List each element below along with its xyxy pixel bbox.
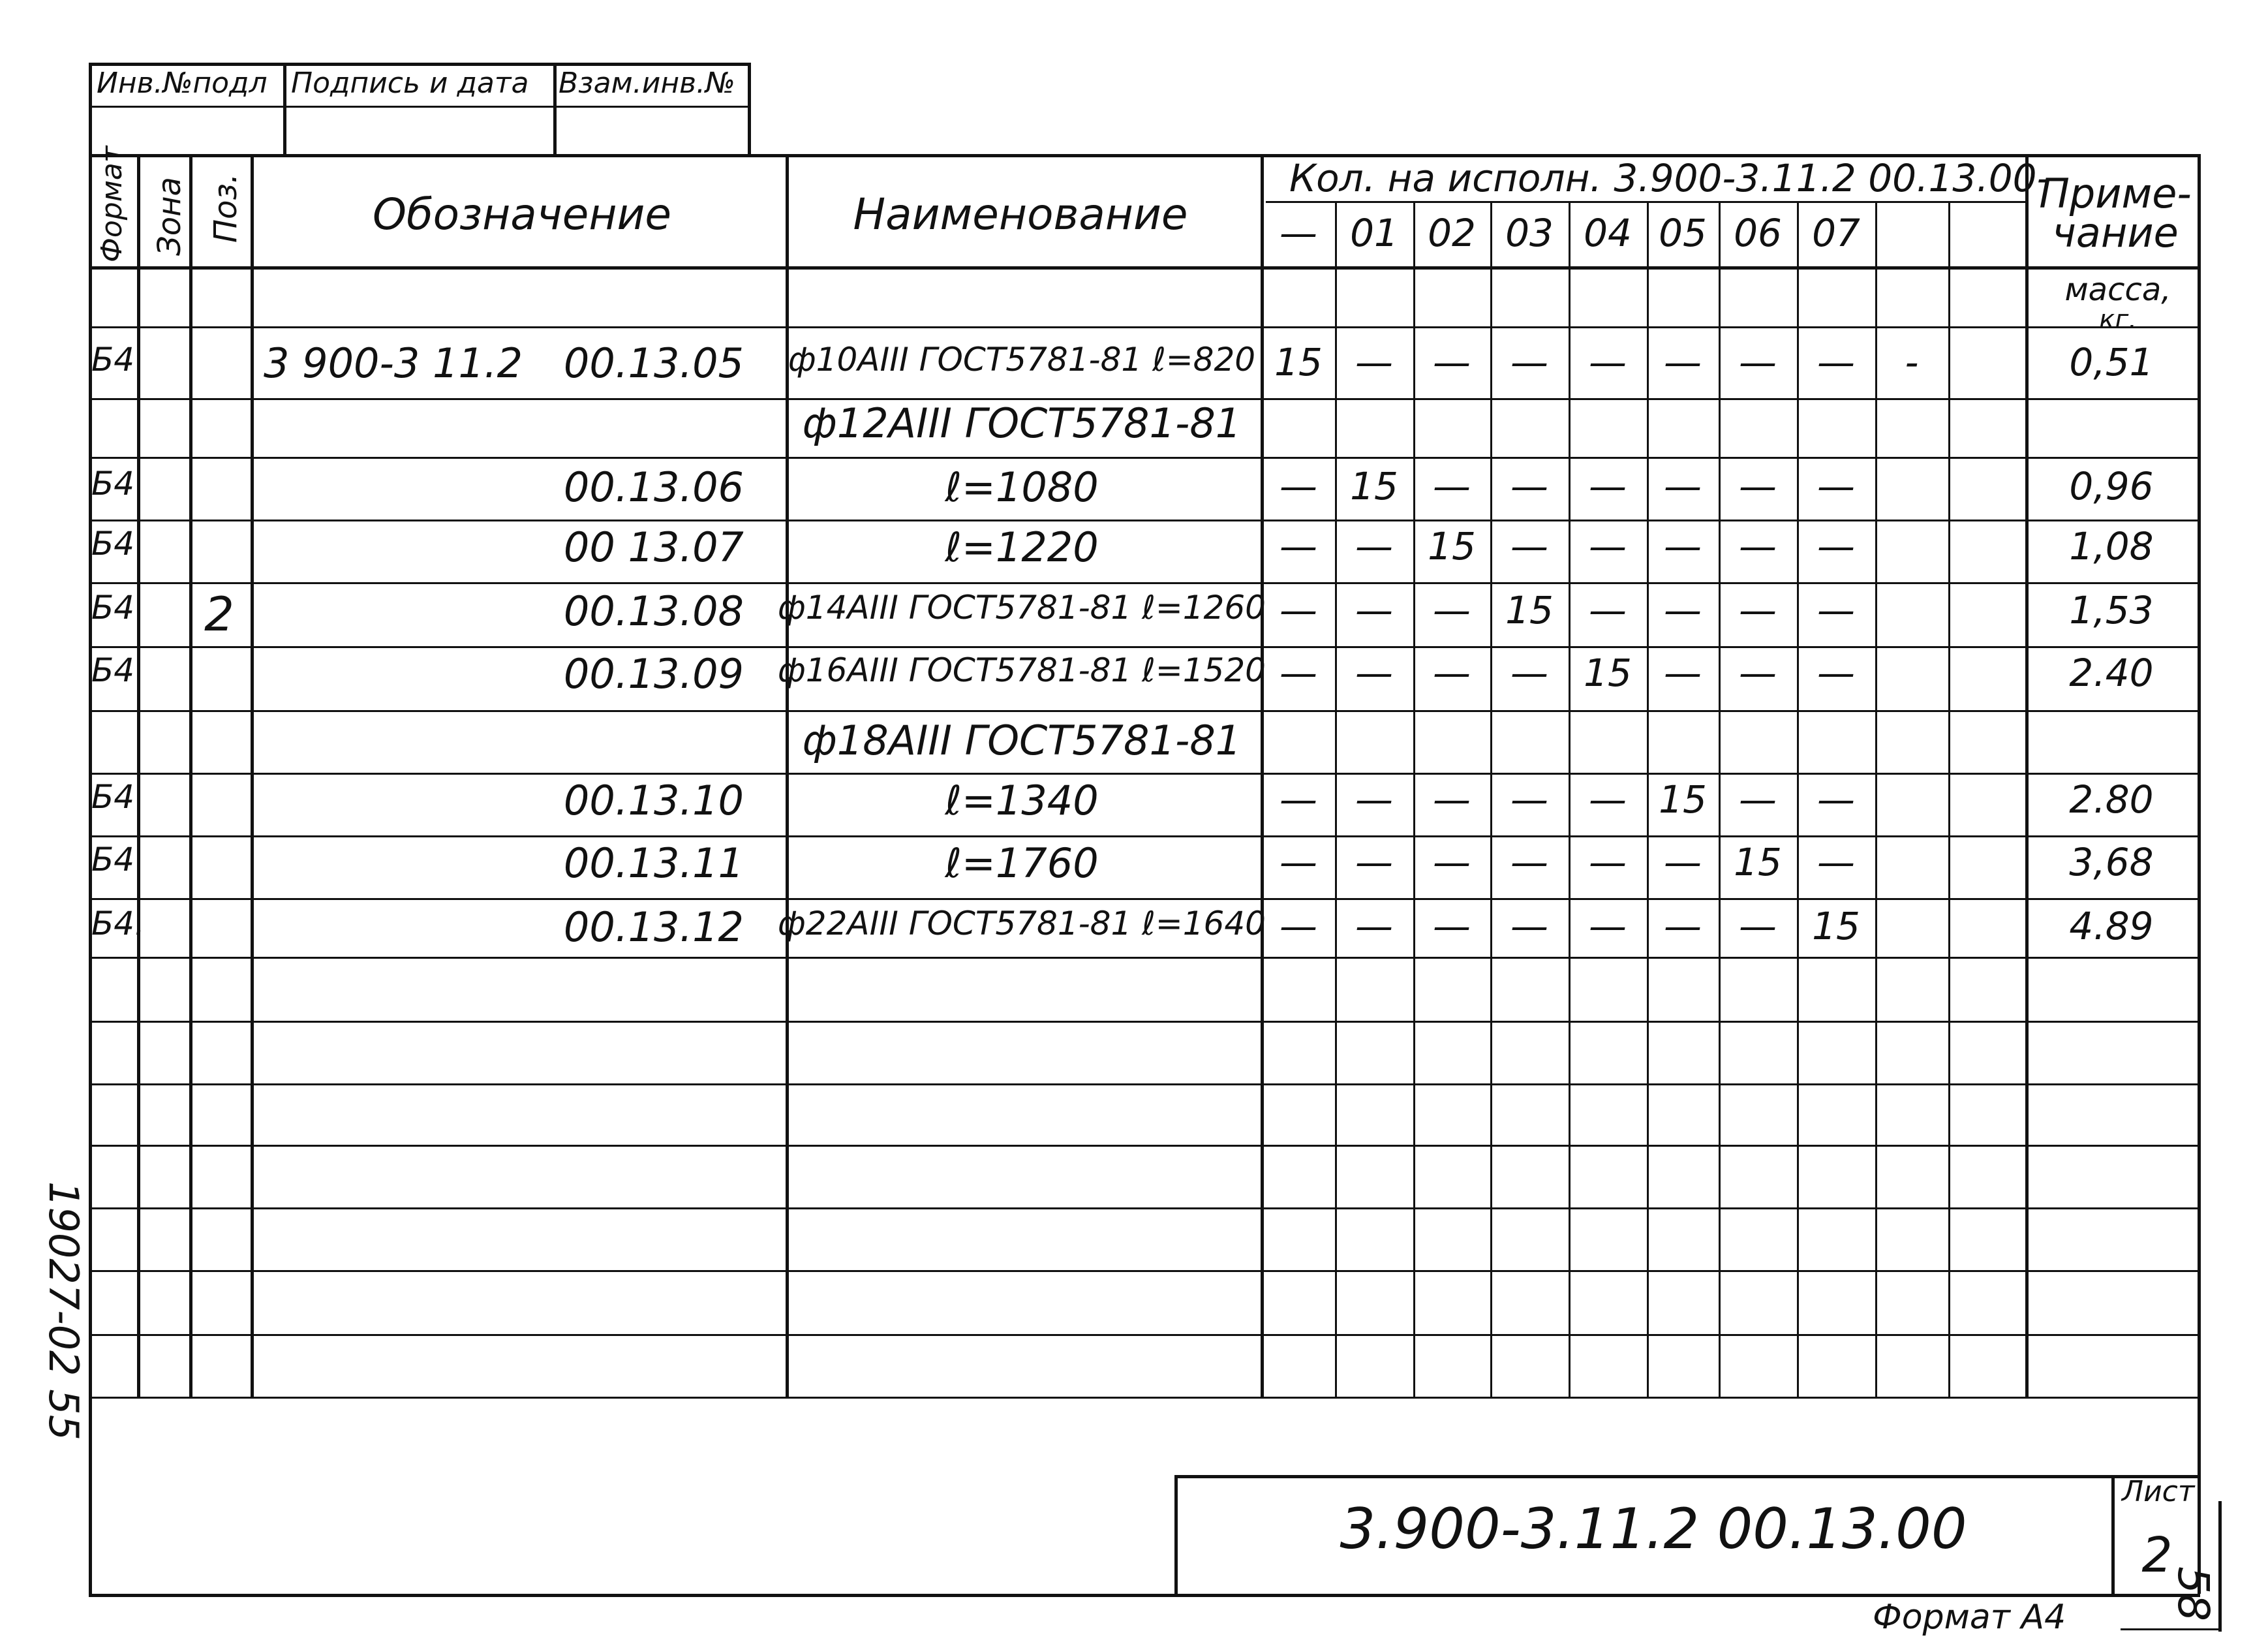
grid-line xyxy=(89,63,748,66)
grid-line xyxy=(89,835,2198,837)
header-qty-title: Кол. на исполн. 3.900-3.11.2 00.13.00- xyxy=(1289,156,2051,200)
stamp-inv-label: Инв.№подл xyxy=(97,67,268,100)
grid-line xyxy=(1261,154,1264,1397)
row-qty-5: — xyxy=(1664,588,1702,632)
variant-header-7: 07 xyxy=(1812,211,1860,255)
row-qty-4: — xyxy=(1589,524,1627,568)
row-qty-7: — xyxy=(1817,840,1855,884)
row-qty-0: — xyxy=(1280,904,1317,948)
grid-line xyxy=(2198,154,2201,1594)
grid-line xyxy=(89,957,2198,959)
header-zone: Зона xyxy=(151,177,188,256)
row-qty-2: — xyxy=(1433,588,1471,632)
row-mass: 4.89 xyxy=(2069,904,2154,948)
row-qty-0: — xyxy=(1280,777,1317,822)
row-qty-2: 15 xyxy=(1428,524,1476,568)
row-qty-0: — xyxy=(1280,588,1317,632)
grid-line xyxy=(1490,201,1492,1397)
header-designation: Обозначение xyxy=(373,189,671,240)
grid-line xyxy=(89,1021,2198,1023)
row-mass: 0,96 xyxy=(2069,464,2154,508)
row-name: ф16АIII ГОСТ5781-81 ℓ=1520 xyxy=(778,651,1266,689)
row-qty-3: — xyxy=(1510,524,1548,568)
grid-line xyxy=(89,1207,2198,1209)
row-qty-3: 15 xyxy=(1505,588,1554,632)
grid-line xyxy=(1174,1475,2198,1478)
row-format: Б4. xyxy=(91,905,146,942)
row-qty-7: — xyxy=(1817,524,1855,568)
grid-line xyxy=(553,63,557,154)
grid-line xyxy=(283,63,286,154)
row-name: ℓ=1220 xyxy=(945,523,1099,571)
row-qty-6: — xyxy=(1739,651,1777,695)
grid-line xyxy=(89,898,2198,900)
stamp-replace-label: Взам.инв.№ xyxy=(559,67,735,100)
row-qty-0: — xyxy=(1280,524,1317,568)
row-qty-5: — xyxy=(1664,464,1702,508)
row-name: ℓ=1080 xyxy=(945,463,1099,511)
position-number: 2 xyxy=(204,587,234,642)
grid-line xyxy=(89,646,2198,648)
grid-line xyxy=(1875,201,1877,1397)
row-designation-code: 00.13.12 xyxy=(563,903,744,951)
row-qty-3: — xyxy=(1510,840,1548,884)
row-qty-2: — xyxy=(1433,340,1471,384)
grid-line xyxy=(137,154,140,1397)
header-mass-1: масса, xyxy=(2064,272,2171,308)
row-name: ф12АIII ГОСТ5781-81 xyxy=(802,399,1242,447)
row-qty-6: — xyxy=(1739,777,1777,822)
variant-header-2: 02 xyxy=(1428,211,1476,255)
header-note-1: Приме- xyxy=(2039,170,2192,217)
row-qty-0: 15 xyxy=(1274,340,1323,384)
row-mass: 1,53 xyxy=(2069,588,2154,632)
row-qty-5: — xyxy=(1664,840,1702,884)
row-format: Б4 xyxy=(91,589,135,627)
row-qty-7: — xyxy=(1817,777,1855,822)
row-qty-0: — xyxy=(1280,840,1317,884)
row-qty-5: — xyxy=(1664,904,1702,948)
row-designation-code: 00.13.05 xyxy=(563,339,744,387)
grid-line xyxy=(1647,201,1649,1397)
row-name: ф18АIII ГОСТ5781-81 xyxy=(802,717,1242,764)
row-format: Б4 xyxy=(91,841,135,878)
row-qty-1: — xyxy=(1355,904,1393,948)
row-mass: 3,68 xyxy=(2069,840,2154,884)
grid-line xyxy=(89,457,2198,459)
row-qty-6: — xyxy=(1739,524,1777,568)
grid-line xyxy=(89,582,2198,584)
grid-line xyxy=(89,1594,2200,1597)
header-note-2: чание xyxy=(2052,209,2179,256)
grid-line xyxy=(89,63,92,154)
row-name: ф10АIII ГОСТ5781-81 ℓ=820 xyxy=(788,341,1256,379)
header-name: Наименование xyxy=(853,189,1188,240)
row-qty-8: - xyxy=(1905,340,1919,384)
grid-line xyxy=(1797,201,1799,1397)
grid-line xyxy=(1335,201,1337,1397)
variant-header-5: 05 xyxy=(1659,211,1707,255)
variant-header-1: 01 xyxy=(1350,211,1398,255)
grid-line xyxy=(89,1334,2198,1336)
grid-line xyxy=(2025,154,2029,1397)
header-pos: Поз. xyxy=(207,173,244,243)
grid-line xyxy=(1174,1475,1178,1594)
grid-line xyxy=(2218,1501,2222,1632)
row-mass: 2.80 xyxy=(2069,777,2154,822)
row-format: Б4 xyxy=(91,525,135,563)
format-label: Формат А4 xyxy=(1873,1598,2066,1637)
row-qty-5: — xyxy=(1664,524,1702,568)
title-sheet-label: Лист xyxy=(2122,1475,2195,1508)
row-qty-6: — xyxy=(1739,340,1777,384)
row-qty-7: — xyxy=(1817,588,1855,632)
stamp-signature-label: Подпись и дата xyxy=(291,67,529,100)
row-name: ℓ=1340 xyxy=(945,777,1099,824)
row-qty-4: — xyxy=(1589,777,1627,822)
row-qty-1: — xyxy=(1355,651,1393,695)
row-qty-4: 15 xyxy=(1584,651,1632,695)
row-qty-1: — xyxy=(1355,524,1393,568)
row-designation-code: 00.13.08 xyxy=(563,587,744,635)
row-qty-1: — xyxy=(1355,588,1393,632)
row-designation-base: 3 900-3 11.2 xyxy=(264,339,523,387)
grid-line xyxy=(89,1145,2198,1147)
row-qty-6: — xyxy=(1739,464,1777,508)
grid-line xyxy=(748,63,751,154)
grid-line xyxy=(89,710,2198,712)
row-format: Б4 xyxy=(91,778,135,816)
row-qty-0: — xyxy=(1280,464,1317,508)
row-qty-3: — xyxy=(1510,777,1548,822)
variant-header-4: 04 xyxy=(1584,211,1632,255)
row-qty-1: — xyxy=(1355,340,1393,384)
row-qty-2: — xyxy=(1433,904,1471,948)
variant-header-6: 06 xyxy=(1734,211,1782,255)
row-qty-6: 15 xyxy=(1734,840,1782,884)
row-qty-3: — xyxy=(1510,340,1548,384)
row-qty-0: — xyxy=(1280,651,1317,695)
grid-line xyxy=(2111,1475,2115,1594)
row-qty-5: 15 xyxy=(1659,777,1707,822)
row-qty-2: — xyxy=(1433,777,1471,822)
row-qty-5: — xyxy=(1664,340,1702,384)
grid-line xyxy=(89,106,748,108)
row-qty-2: — xyxy=(1433,464,1471,508)
variant-header-0: — xyxy=(1280,211,1317,255)
row-format: Б4 xyxy=(91,651,135,689)
row-name: ф14АIII ГОСТ5781-81 ℓ=1260 xyxy=(778,589,1266,627)
row-designation-code: 00.13.06 xyxy=(563,463,744,511)
row-qty-3: — xyxy=(1510,651,1548,695)
row-mass: 2.40 xyxy=(2069,651,2154,695)
row-name: ф22АIII ГОСТ5781-81 ℓ=1640 xyxy=(778,905,1266,942)
row-qty-2: — xyxy=(1433,651,1471,695)
row-qty-4: — xyxy=(1589,840,1627,884)
row-qty-3: — xyxy=(1510,464,1548,508)
grid-line xyxy=(189,154,192,1397)
row-qty-4: — xyxy=(1589,464,1627,508)
grid-line xyxy=(2121,1628,2218,1630)
grid-line xyxy=(89,773,2198,775)
grid-line xyxy=(251,154,254,1397)
row-qty-4: — xyxy=(1589,340,1627,384)
row-qty-1: — xyxy=(1355,777,1393,822)
row-designation-code: 00.13.10 xyxy=(563,777,744,824)
row-qty-6: — xyxy=(1739,588,1777,632)
row-qty-1: — xyxy=(1355,840,1393,884)
row-qty-2: — xyxy=(1433,840,1471,884)
side-sheet-number: 58 xyxy=(2168,1566,2218,1621)
grid-line xyxy=(89,1397,2198,1399)
row-designation-code: 00.13.11 xyxy=(563,839,744,887)
grid-line xyxy=(89,266,2198,270)
header-format: Формат xyxy=(95,146,129,262)
row-qty-7: — xyxy=(1817,464,1855,508)
row-format: Б4 xyxy=(91,465,135,503)
grid-line xyxy=(89,520,2198,521)
grid-line xyxy=(89,326,2198,328)
grid-line xyxy=(1719,201,1721,1397)
row-designation-code: 00 13.07 xyxy=(563,523,744,571)
title-designation: 3.900-3.11.2 00.13.00 xyxy=(1340,1497,1967,1562)
row-qty-7: 15 xyxy=(1812,904,1860,948)
grid-line xyxy=(1948,201,1950,1397)
variant-header-3: 03 xyxy=(1505,211,1554,255)
row-qty-4: — xyxy=(1589,588,1627,632)
row-qty-7: — xyxy=(1817,651,1855,695)
row-name: ℓ=1760 xyxy=(945,839,1099,887)
row-mass: 1,08 xyxy=(2069,524,2154,568)
grid-line xyxy=(89,1270,2198,1272)
row-qty-1: 15 xyxy=(1350,464,1398,508)
row-mass: 0,51 xyxy=(2069,340,2154,384)
row-qty-5: — xyxy=(1664,651,1702,695)
header-mass-2: кг. xyxy=(2099,305,2137,335)
row-qty-6: — xyxy=(1739,904,1777,948)
row-qty-7: — xyxy=(1817,340,1855,384)
row-qty-4: — xyxy=(1589,904,1627,948)
row-designation-code: 00.13.09 xyxy=(563,650,744,698)
row-qty-3: — xyxy=(1510,904,1548,948)
title-sheet-number: 2 xyxy=(2141,1527,2173,1583)
row-format: Б4 xyxy=(91,341,135,379)
side-archive-code: 19027-02 55 xyxy=(40,1181,87,1441)
grid-line xyxy=(1569,201,1571,1397)
grid-line xyxy=(1413,201,1415,1397)
grid-line xyxy=(89,1083,2198,1085)
